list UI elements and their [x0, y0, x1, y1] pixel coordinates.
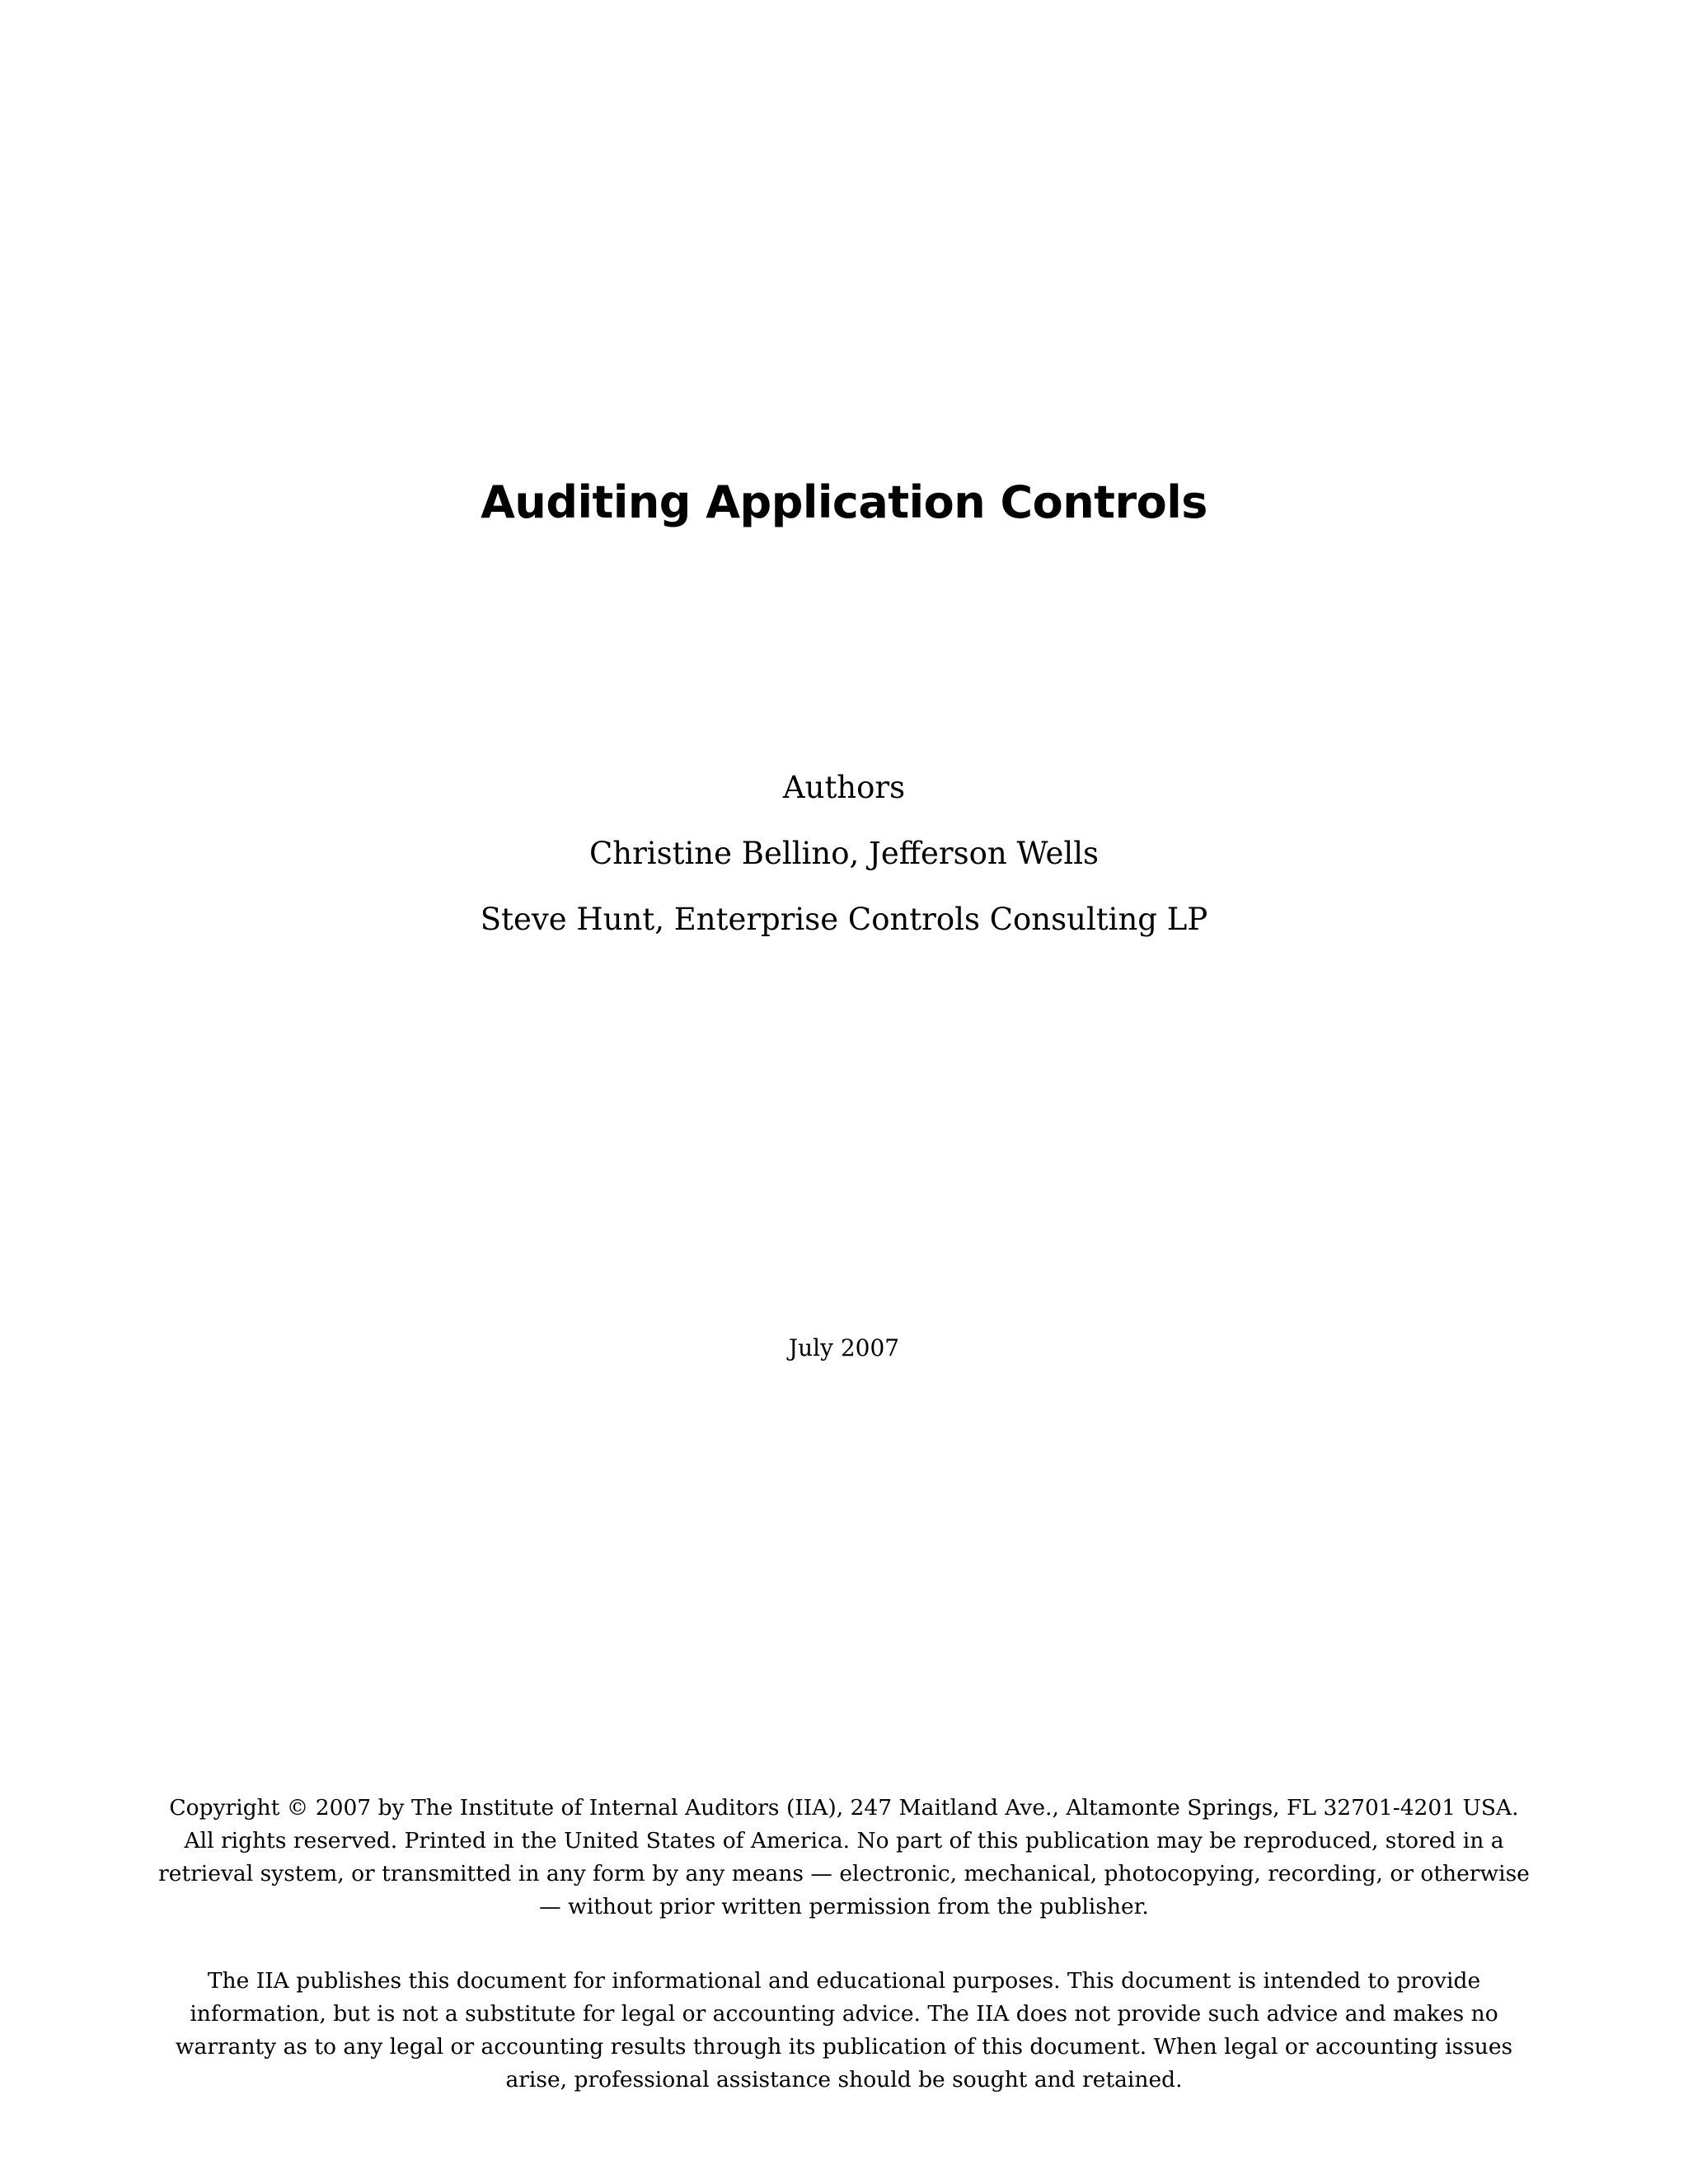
authors-heading: Authors: [782, 770, 906, 805]
publication-date: July 2007: [788, 1334, 900, 1361]
authors-block: [0, 765, 1688, 963]
document-title: Auditing Application Controls: [481, 476, 1207, 528]
author-line: Christine Bellino, Jefferson Wells: [588, 836, 1100, 871]
copyright-notice: Copyright © 2007 by The Institute of Internal Auditors (IIA), 247 Maitland Ave., Altamonte Springs, FL 32701-4201 USA. All rights reserved. Printed in the United States of America. No part of this publication may be reproduced, stored in a retrieval system, or transmitted in any form by any means — electronic, mechanical, photocopying, recording, or otherwise — without prior written permission from the publisher.: [158, 1795, 1530, 1919]
disclaimer-notice: The IIA publishes this document for informational and educational purposes. This document is intended to provide information, but is not a substitute for legal or accounting advice. The IIA does not provide such advice and makes no warranty as to any legal or accounting results through its publication of this document. When legal or accounting issues arise, professional assistance should be sought and retained.: [175, 1968, 1513, 2093]
author-line: Steve Hunt, Enterprise Controls Consulting LP: [480, 902, 1208, 937]
